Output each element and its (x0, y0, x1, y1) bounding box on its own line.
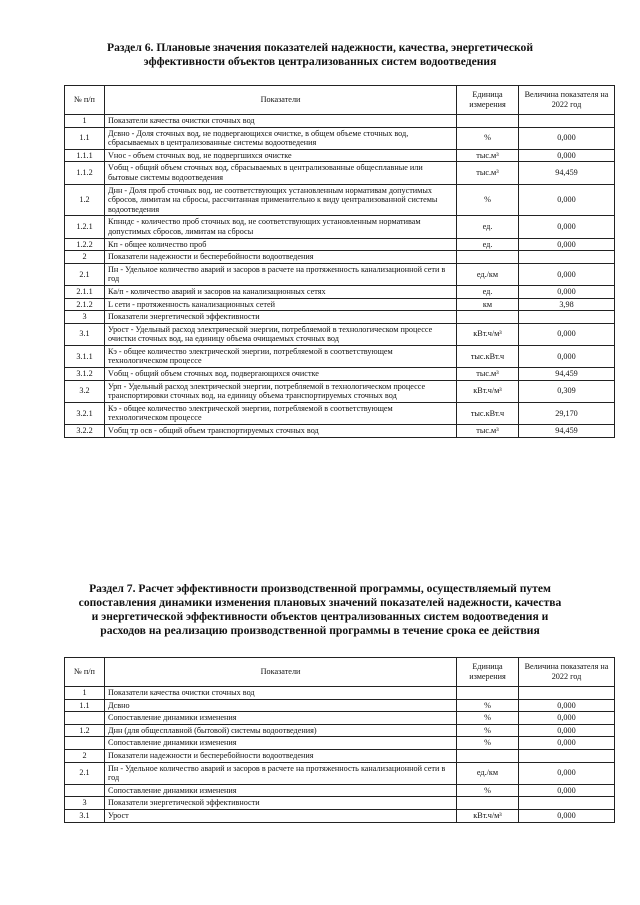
row-number: 3 (65, 797, 105, 810)
row-indicator: Сопоставление динамики изменения (105, 737, 457, 750)
row-indicator: Дсвно (105, 699, 457, 712)
table-row (65, 127, 615, 149)
row-value: 0,000 (519, 784, 615, 797)
row-indicator: Днн - Доля проб сточных вод, не соответствующих установленным нормативам допустимых сбросов, лимитам на сбросы, рассчитанная применительно к виду централизованной системы водоотведения (105, 184, 457, 216)
section7-table (64, 657, 615, 823)
row-unit: км (457, 298, 519, 311)
table-row (65, 687, 615, 700)
table-row (65, 184, 615, 216)
row-indicator: Показатели надежности и бесперебойности водоотведения (105, 251, 457, 264)
row-value: 0,309 (519, 380, 615, 402)
table-row (65, 749, 615, 762)
section6-title-line2: эффективности объектов централизованных систем водоотведения (143, 55, 497, 68)
row-indicator: Урост (105, 809, 457, 822)
row-value (519, 687, 615, 700)
row-number: 3.1.1 (65, 345, 105, 367)
table-row (65, 345, 615, 367)
row-number: 1.1 (65, 127, 105, 149)
row-unit: тыс.кВт.ч (457, 345, 519, 367)
row-number: 3.2.1 (65, 402, 105, 424)
row-unit (457, 115, 519, 128)
header-num: № п/п (65, 86, 105, 115)
row-indicator: Дсвно - Доля сточных вод, не подвергающихся очистке, в общем объеме сточных вод, сбрасываемых в централизованные системы водоотведения (105, 127, 457, 149)
row-number (65, 712, 105, 725)
row-unit: ед. (457, 238, 519, 251)
section6-table (64, 85, 615, 438)
row-unit: ед. (457, 216, 519, 238)
table-row (65, 425, 615, 438)
row-unit: тыс.м³ (457, 149, 519, 162)
row-number: 2 (65, 749, 105, 762)
header-value: Величина показателя на 2022 год (519, 86, 615, 115)
row-value: 0,000 (519, 737, 615, 750)
row-number: 2.1 (65, 762, 105, 784)
row-indicator: Кэ - общее количество электрической энергии, потребляемой в соответствующем технологическом процессе (105, 345, 457, 367)
row-indicator: Vнос - объем сточных вод, не подвергшихся очистке (105, 149, 457, 162)
row-unit: тыс.м³ (457, 368, 519, 381)
row-value: 94,459 (519, 425, 615, 438)
row-number: 2.1.1 (65, 285, 105, 298)
row-indicator: Показатели качества очистки сточных вод (105, 115, 457, 128)
header-unit: Единица измерения (457, 658, 519, 687)
table-row (65, 162, 615, 184)
row-unit (457, 749, 519, 762)
row-value: 3,98 (519, 298, 615, 311)
row-indicator: Показатели качества очистки сточных вод (105, 687, 457, 700)
row-value: 0,000 (519, 699, 615, 712)
row-number: 1 (65, 687, 105, 700)
section7-title-line3: и энергетической эффективности объектов централизованных систем водоотведения и (91, 610, 549, 623)
row-unit: тыс.кВт.ч (457, 402, 519, 424)
section6-title-line1: Раздел 6. Плановые значения показателей надежности, качества, энергетической (106, 41, 534, 54)
row-unit: % (457, 127, 519, 149)
row-unit: % (457, 712, 519, 725)
row-value: 0,000 (519, 712, 615, 725)
row-value: 0,000 (519, 809, 615, 822)
row-number: 1.1 (65, 699, 105, 712)
row-value: 0,000 (519, 127, 615, 149)
row-indicator: Урост - Удельный расход электрической энергии, потребляемой в технологическом процессе очистки сточных вод, на единицу объема очищаемых сточных вод (105, 323, 457, 345)
row-unit (457, 311, 519, 324)
table-row (65, 251, 615, 264)
row-unit: ед. (457, 285, 519, 298)
row-number: 1.2.2 (65, 238, 105, 251)
header-name: Показатели (105, 658, 457, 687)
row-indicator: Ка/п - количество аварий и засоров на канализационных сетях (105, 285, 457, 298)
table-row (65, 724, 615, 737)
row-value (519, 749, 615, 762)
row-number: 2 (65, 251, 105, 264)
row-value (519, 251, 615, 264)
row-value: 0,000 (519, 149, 615, 162)
row-value: 0,000 (519, 216, 615, 238)
row-value: 0,000 (519, 724, 615, 737)
table-row (65, 115, 615, 128)
row-value: 0,000 (519, 285, 615, 298)
row-indicator: Vобщ - общий объем сточных вод, подвергающихся очистке (105, 368, 457, 381)
row-value: 0,000 (519, 184, 615, 216)
table-row (65, 797, 615, 810)
table-row (65, 784, 615, 797)
row-indicator: Кпнндс - количество проб сточных вод, не соответствующих установленным нормативам допустимых сбросов, лимитам на сбросы (105, 216, 457, 238)
row-value (519, 115, 615, 128)
row-value: 94,459 (519, 368, 615, 381)
row-number: 1.1.2 (65, 162, 105, 184)
row-number: 3.1.2 (65, 368, 105, 381)
table-header-row (65, 86, 615, 115)
table-row (65, 238, 615, 251)
row-value: 0,000 (519, 323, 615, 345)
row-indicator: Vобщ тр осв - общий объем транспортируемых сточных вод (105, 425, 457, 438)
table-header-row (65, 658, 615, 687)
row-value: 94,459 (519, 162, 615, 184)
row-indicator: Пн - Удельное количество аварий и засоров в расчете на протяженность канализационной сети в год (105, 762, 457, 784)
row-unit: кВт.ч/м³ (457, 380, 519, 402)
section6-title (40, 41, 600, 69)
row-unit: % (457, 784, 519, 797)
row-unit: % (457, 724, 519, 737)
row-unit: ед./км (457, 263, 519, 285)
row-value: 0,000 (519, 238, 615, 251)
row-indicator: Днн (для общесплавной (бытовой) системы водоотведения) (105, 724, 457, 737)
row-unit: тыс.м³ (457, 162, 519, 184)
row-value (519, 797, 615, 810)
row-number: 3.1 (65, 809, 105, 822)
table-row (65, 323, 615, 345)
row-number: 1.1.1 (65, 149, 105, 162)
row-unit (457, 251, 519, 264)
row-unit: кВт.ч/м³ (457, 323, 519, 345)
row-number: 3.2.2 (65, 425, 105, 438)
row-number: 3.2 (65, 380, 105, 402)
table-row (65, 263, 615, 285)
table-row (65, 809, 615, 822)
table-row (65, 699, 615, 712)
row-unit (457, 687, 519, 700)
header-name: Показатели (105, 86, 457, 115)
table-row (65, 368, 615, 381)
row-unit: % (457, 699, 519, 712)
table-row (65, 216, 615, 238)
row-indicator: L сети - протяженность канализационных сетей (105, 298, 457, 311)
row-number: 2.1 (65, 263, 105, 285)
row-number (65, 737, 105, 750)
row-unit: тыс.м³ (457, 425, 519, 438)
table-row (65, 298, 615, 311)
row-value: 0,000 (519, 345, 615, 367)
row-indicator: Показатели энергетической эффективности (105, 797, 457, 810)
table-row (65, 737, 615, 750)
row-value: 29,170 (519, 402, 615, 424)
row-indicator: Урп - Удельный расход электрической энергии, потребляемой в технологическом процессе транспортировки сточных вод, на единицу объема транспортируемых сточных вод (105, 380, 457, 402)
row-unit: % (457, 737, 519, 750)
row-unit: % (457, 184, 519, 216)
section7-title-line2: сопоставления динамики изменения плановых значений показателей надежности, качества (78, 596, 562, 609)
row-indicator: Пн - Удельное количество аварий и засоров в расчете на протяженность канализационной сети в год (105, 263, 457, 285)
table-row (65, 762, 615, 784)
table-row (65, 712, 615, 725)
header-unit: Единица измерения (457, 86, 519, 115)
table-row (65, 311, 615, 324)
row-value: 0,000 (519, 762, 615, 784)
row-value (519, 311, 615, 324)
row-number: 1.2.1 (65, 216, 105, 238)
row-unit (457, 797, 519, 810)
section7-title (40, 582, 600, 638)
row-indicator: Кэ - общее количество электрической энергии, потребляемой в соответствующем технологическом процессе (105, 402, 457, 424)
table-row (65, 285, 615, 298)
row-number (65, 784, 105, 797)
row-number: 3 (65, 311, 105, 324)
table-row (65, 149, 615, 162)
row-indicator: Сопоставление динамики изменения (105, 712, 457, 725)
row-unit: кВт.ч/м³ (457, 809, 519, 822)
row-number: 2.1.2 (65, 298, 105, 311)
row-number: 1 (65, 115, 105, 128)
row-number: 3.1 (65, 323, 105, 345)
table-row (65, 402, 615, 424)
row-number: 1.2 (65, 724, 105, 737)
section7-title-line4: расходов на реализацию производственной программы в течение срока ее действия (100, 624, 540, 637)
row-indicator: Показатели энергетической эффективности (105, 311, 457, 324)
section7-title-line1: Раздел 7. Расчет эффективности производственной программы, осуществляемый путем (89, 582, 551, 595)
row-unit: ед./км (457, 762, 519, 784)
row-number: 1.2 (65, 184, 105, 216)
header-value: Величина показателя на 2022 год (519, 658, 615, 687)
table-row (65, 380, 615, 402)
row-indicator: Кп - общее количество проб (105, 238, 457, 251)
row-indicator: Сопоставление динамики изменения (105, 784, 457, 797)
header-num: № п/п (65, 658, 105, 687)
row-indicator: Vобщ - общий объем сточных вод, сбрасываемых в централизованные общесплавные или бытовые системы водоотведения (105, 162, 457, 184)
row-value: 0,000 (519, 263, 615, 285)
row-indicator: Показатели надежности и бесперебойности водоотведения (105, 749, 457, 762)
